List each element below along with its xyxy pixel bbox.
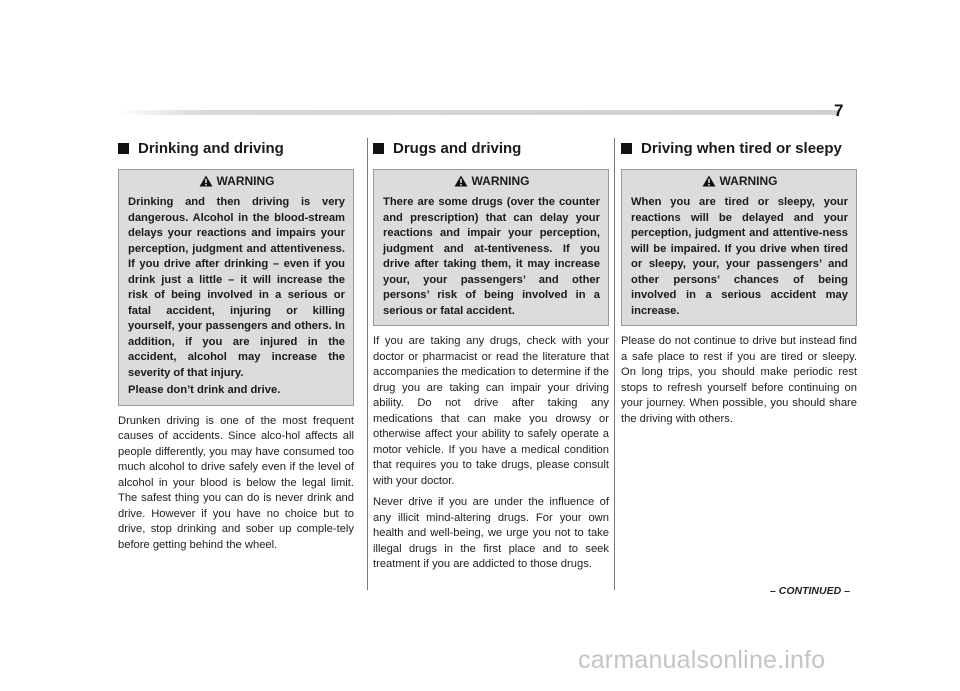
section-heading-text: Drugs and driving [393, 140, 522, 157]
warning-text: When you are tired or sleepy, your reactions will be delayed and your perception, judgment and attentive-ness will be impaired. If you drive when tired or sleepy, your, your passengers’ and other persons’ chances of being involved in a serious accident may increase. [631, 196, 848, 317]
warning-triangle-icon [702, 175, 716, 187]
warning-header [128, 174, 345, 188]
warning-box [118, 169, 354, 406]
square-bullet-icon [373, 143, 384, 154]
warning-text: Please don’t drink and drive. [128, 384, 281, 396]
warning-box [621, 169, 857, 326]
warning-triangle-icon [454, 175, 468, 187]
square-bullet-icon [621, 143, 632, 154]
section-driving-when-tired [621, 138, 857, 433]
warning-label: WARNING [216, 174, 275, 188]
column-divider [614, 138, 615, 590]
column-divider [367, 138, 368, 590]
body-paragraph: Never drive if you are under the influence of any illicit mind-altering drugs. For your own health and well-being, we urge you not to take illegal drugs in the first place and to seek treatment if you are addicted to those drugs. [373, 496, 609, 570]
section-heading-text: Driving when tired or sleepy [641, 140, 842, 157]
square-bullet-icon [118, 143, 129, 154]
warning-text: Drinking and then driving is very dangerous. Alcohol in the blood-stream delays your reactions and impairs your perception, judgment and attentiveness. If you drive after drinking – even if you drink just a little – it will increase the risk of being involved in a serious or fatal accident, injuring or killing yourself, your passengers and others. In addition, if you are injured in the accident, alcohol may increase the severity of that injury. [128, 196, 345, 379]
section-heading-text: Drinking and driving [138, 140, 284, 157]
section-heading [621, 140, 857, 157]
warning-triangle-icon [199, 175, 213, 187]
warning-text: There are some drugs (over the counter and prescription) that can delay your reactions and impair your perception, judgment and at-tentiveness. If you drive after taking them, it may increase your, your passengers’ and other persons’ risk of being involved in a serious or fatal accident. [383, 196, 600, 317]
header-rule [118, 110, 838, 115]
body-paragraph: Drunken driving is one of the most frequent causes of accidents. Since alco-hol affects all people differently, you may have consumed too much alcohol to drive safely even if the level of alcohol in your blood is below the legal limit. The safest thing you can do is never drink and drive. However if you have no choice but to drive, stop drinking and sober up comple-tely before getting behind the wheel. [118, 414, 354, 551]
watermark: carmanualsonline.info [578, 646, 826, 674]
section-drinking-and-driving [118, 138, 354, 559]
section-heading [373, 140, 609, 157]
body-paragraph: If you are taking any drugs, check with your doctor or pharmacist or read the literature that accompanies the medication to determine if the drug you are taking can impair your driving ability. Do not drive after taking any medications that can make you drowsy or otherwise affect your ability to safely operate a motor vehicle. If you have a medical condition that requires you to take drugs, please consult with your doctor. [373, 335, 609, 487]
continued-note: – CONTINUED – [770, 585, 850, 597]
section-heading [118, 140, 354, 157]
warning-header [631, 174, 848, 188]
warning-label: WARNING [719, 174, 778, 188]
warning-label: WARNING [471, 174, 530, 188]
body-paragraph: Please do not continue to drive but instead find a safe place to rest if you are tired or sleepy. On long trips, you should make periodic rest stops to refresh yourself before continuing on your journey. When possible, you should share the driving with others. [621, 335, 857, 425]
warning-header [383, 174, 600, 188]
warning-box [373, 169, 609, 326]
page-number: 7 [834, 101, 844, 120]
section-drugs-and-driving [373, 138, 609, 579]
